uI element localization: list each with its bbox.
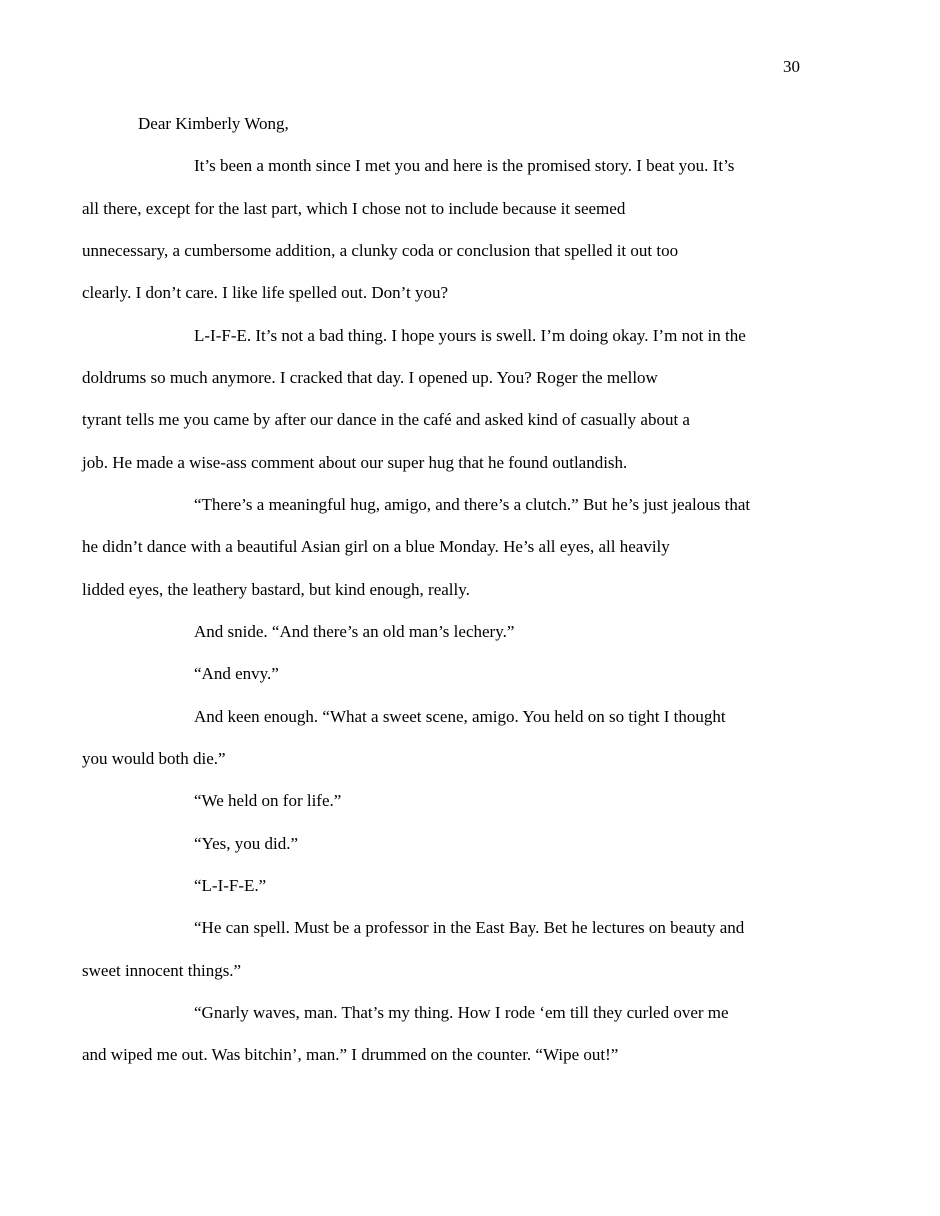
text-line: “Yes, you did.” [194, 833, 299, 853]
paragraph [82, 484, 802, 611]
text-line: clearly. I don’t care. I like life spelled out. Don’t you? [82, 283, 449, 303]
paragraph [138, 653, 802, 695]
letter-body [82, 103, 802, 1077]
paragraph [82, 315, 802, 484]
text-line: unnecessary, a cumbersome addition, a clunky coda or conclusion that spelled it out too [82, 240, 679, 260]
paragraph [138, 865, 802, 907]
paragraph [138, 780, 802, 822]
text-line: sweet innocent things.” [82, 960, 242, 980]
text-line: And keen enough. “What a sweet scene, amigo. You held on so tight I thought [194, 706, 726, 726]
text-line: all there, except for the last part, which I chose not to include because it seemed [82, 198, 626, 218]
text-line: doldrums so much anymore. I cracked that day. I opened up. You? Roger the mellow [82, 367, 658, 387]
text-line: “There’s a meaningful hug, amigo, and there’s a clutch.” But he’s just jealous that [194, 494, 751, 514]
text-line: It’s been a month since I met you and here is the promised story. I beat you. It’s [194, 156, 735, 176]
text-line: he didn’t dance with a beautiful Asian girl on a blue Monday. He’s all eyes, all heavily [82, 537, 670, 557]
paragraph [82, 145, 802, 314]
text-line: “L-I-F-E.” [194, 875, 267, 895]
text-line: And snide. “And there’s an old man’s lechery.” [194, 621, 515, 641]
text-line: “And envy.” [194, 664, 279, 684]
paragraph [82, 907, 802, 992]
text-line: lidded eyes, the leathery bastard, but kind enough, really. [82, 579, 470, 599]
paragraph [138, 611, 802, 653]
text-line: L-I-F-E. It’s not a bad thing. I hope yours is swell. I’m doing okay. I’m not in the [194, 325, 746, 345]
text-line: “We held on for life.” [194, 791, 342, 811]
text-line: “He can spell. Must be a professor in the East Bay. Bet he lectures on beauty and [194, 918, 745, 938]
paragraph [82, 992, 802, 1077]
page-number: 30 [783, 57, 800, 76]
text-line: tyrant tells me you came by after our dance in the café and asked kind of casually about a [82, 410, 690, 430]
text-line: job. He made a wise-ass comment about our super hug that he found outlandish. [82, 452, 628, 472]
text-line: “Gnarly waves, man. That’s my thing. How I rode ‘em till they curled over me [194, 1002, 729, 1022]
text-line: and wiped me out. Was bitchin’, man.” I drummed on the counter. “Wipe out!” [82, 1045, 619, 1065]
paragraph [82, 696, 802, 781]
text-line: you would both die.” [82, 748, 226, 768]
paragraph [138, 823, 802, 865]
salutation: Dear Kimberly Wong, [138, 114, 289, 133]
